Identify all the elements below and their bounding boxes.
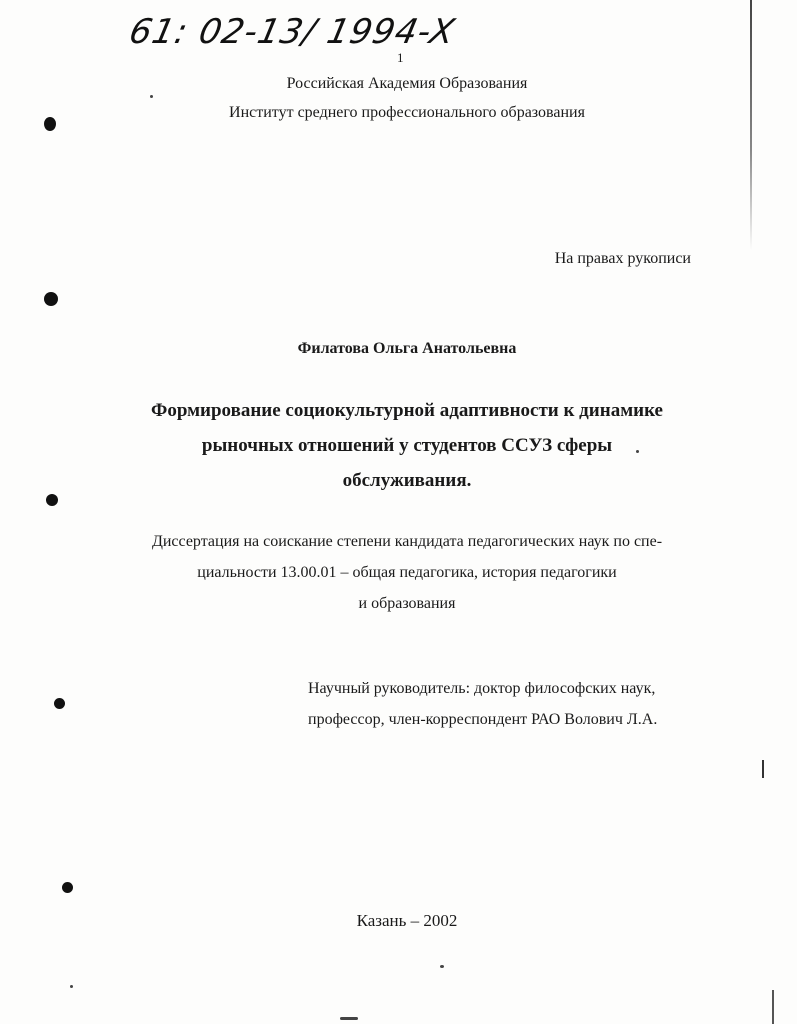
page-number: 1: [397, 50, 404, 65]
organization-line: Институт среднего профессионального образования: [229, 104, 585, 121]
dissertation-description: [0, 526, 797, 619]
title-line: обслуживания.: [342, 470, 472, 491]
scan-edge-line: [762, 760, 764, 778]
manuscript-note: На правах рукописи: [554, 250, 691, 267]
description-line: Диссертация на соискание степени кандидата педагогических наук по спе-: [151, 533, 663, 550]
punch-hole-mark: [62, 882, 73, 893]
dissertation-title: [0, 393, 797, 498]
title-line: Формирование социокультурной адаптивности к динамике: [151, 400, 663, 421]
description-line: циальности 13.00.01 – общая педагогика, история педагогики: [197, 564, 617, 581]
description-line: и образования: [358, 595, 456, 612]
scientific-supervisor: [308, 673, 657, 735]
supervisor-line: профессор, член-корреспондент РАО Волович Л.А.: [308, 711, 658, 728]
supervisor-line: Научный руководитель: доктор философских наук,: [308, 680, 656, 697]
organization-block: [0, 69, 797, 127]
title-line: рыночных отношений у студентов ССУЗ сферы: [201, 435, 613, 456]
city-year: Казань – 2002: [356, 911, 458, 930]
scan-edge-line: [772, 990, 774, 1024]
punch-hole-mark: [54, 698, 65, 709]
author-name: Филатова Ольга Анатольевна: [297, 340, 517, 357]
scan-speck: [440, 965, 444, 968]
scan-speck: [340, 1017, 358, 1020]
scan-speck: [70, 985, 73, 988]
organization-line: Российская Академия Образования: [286, 75, 528, 92]
archive-code-handwritten: 61: 02-13/ 1994-X: [125, 12, 459, 52]
punch-hole-mark: [44, 292, 58, 306]
